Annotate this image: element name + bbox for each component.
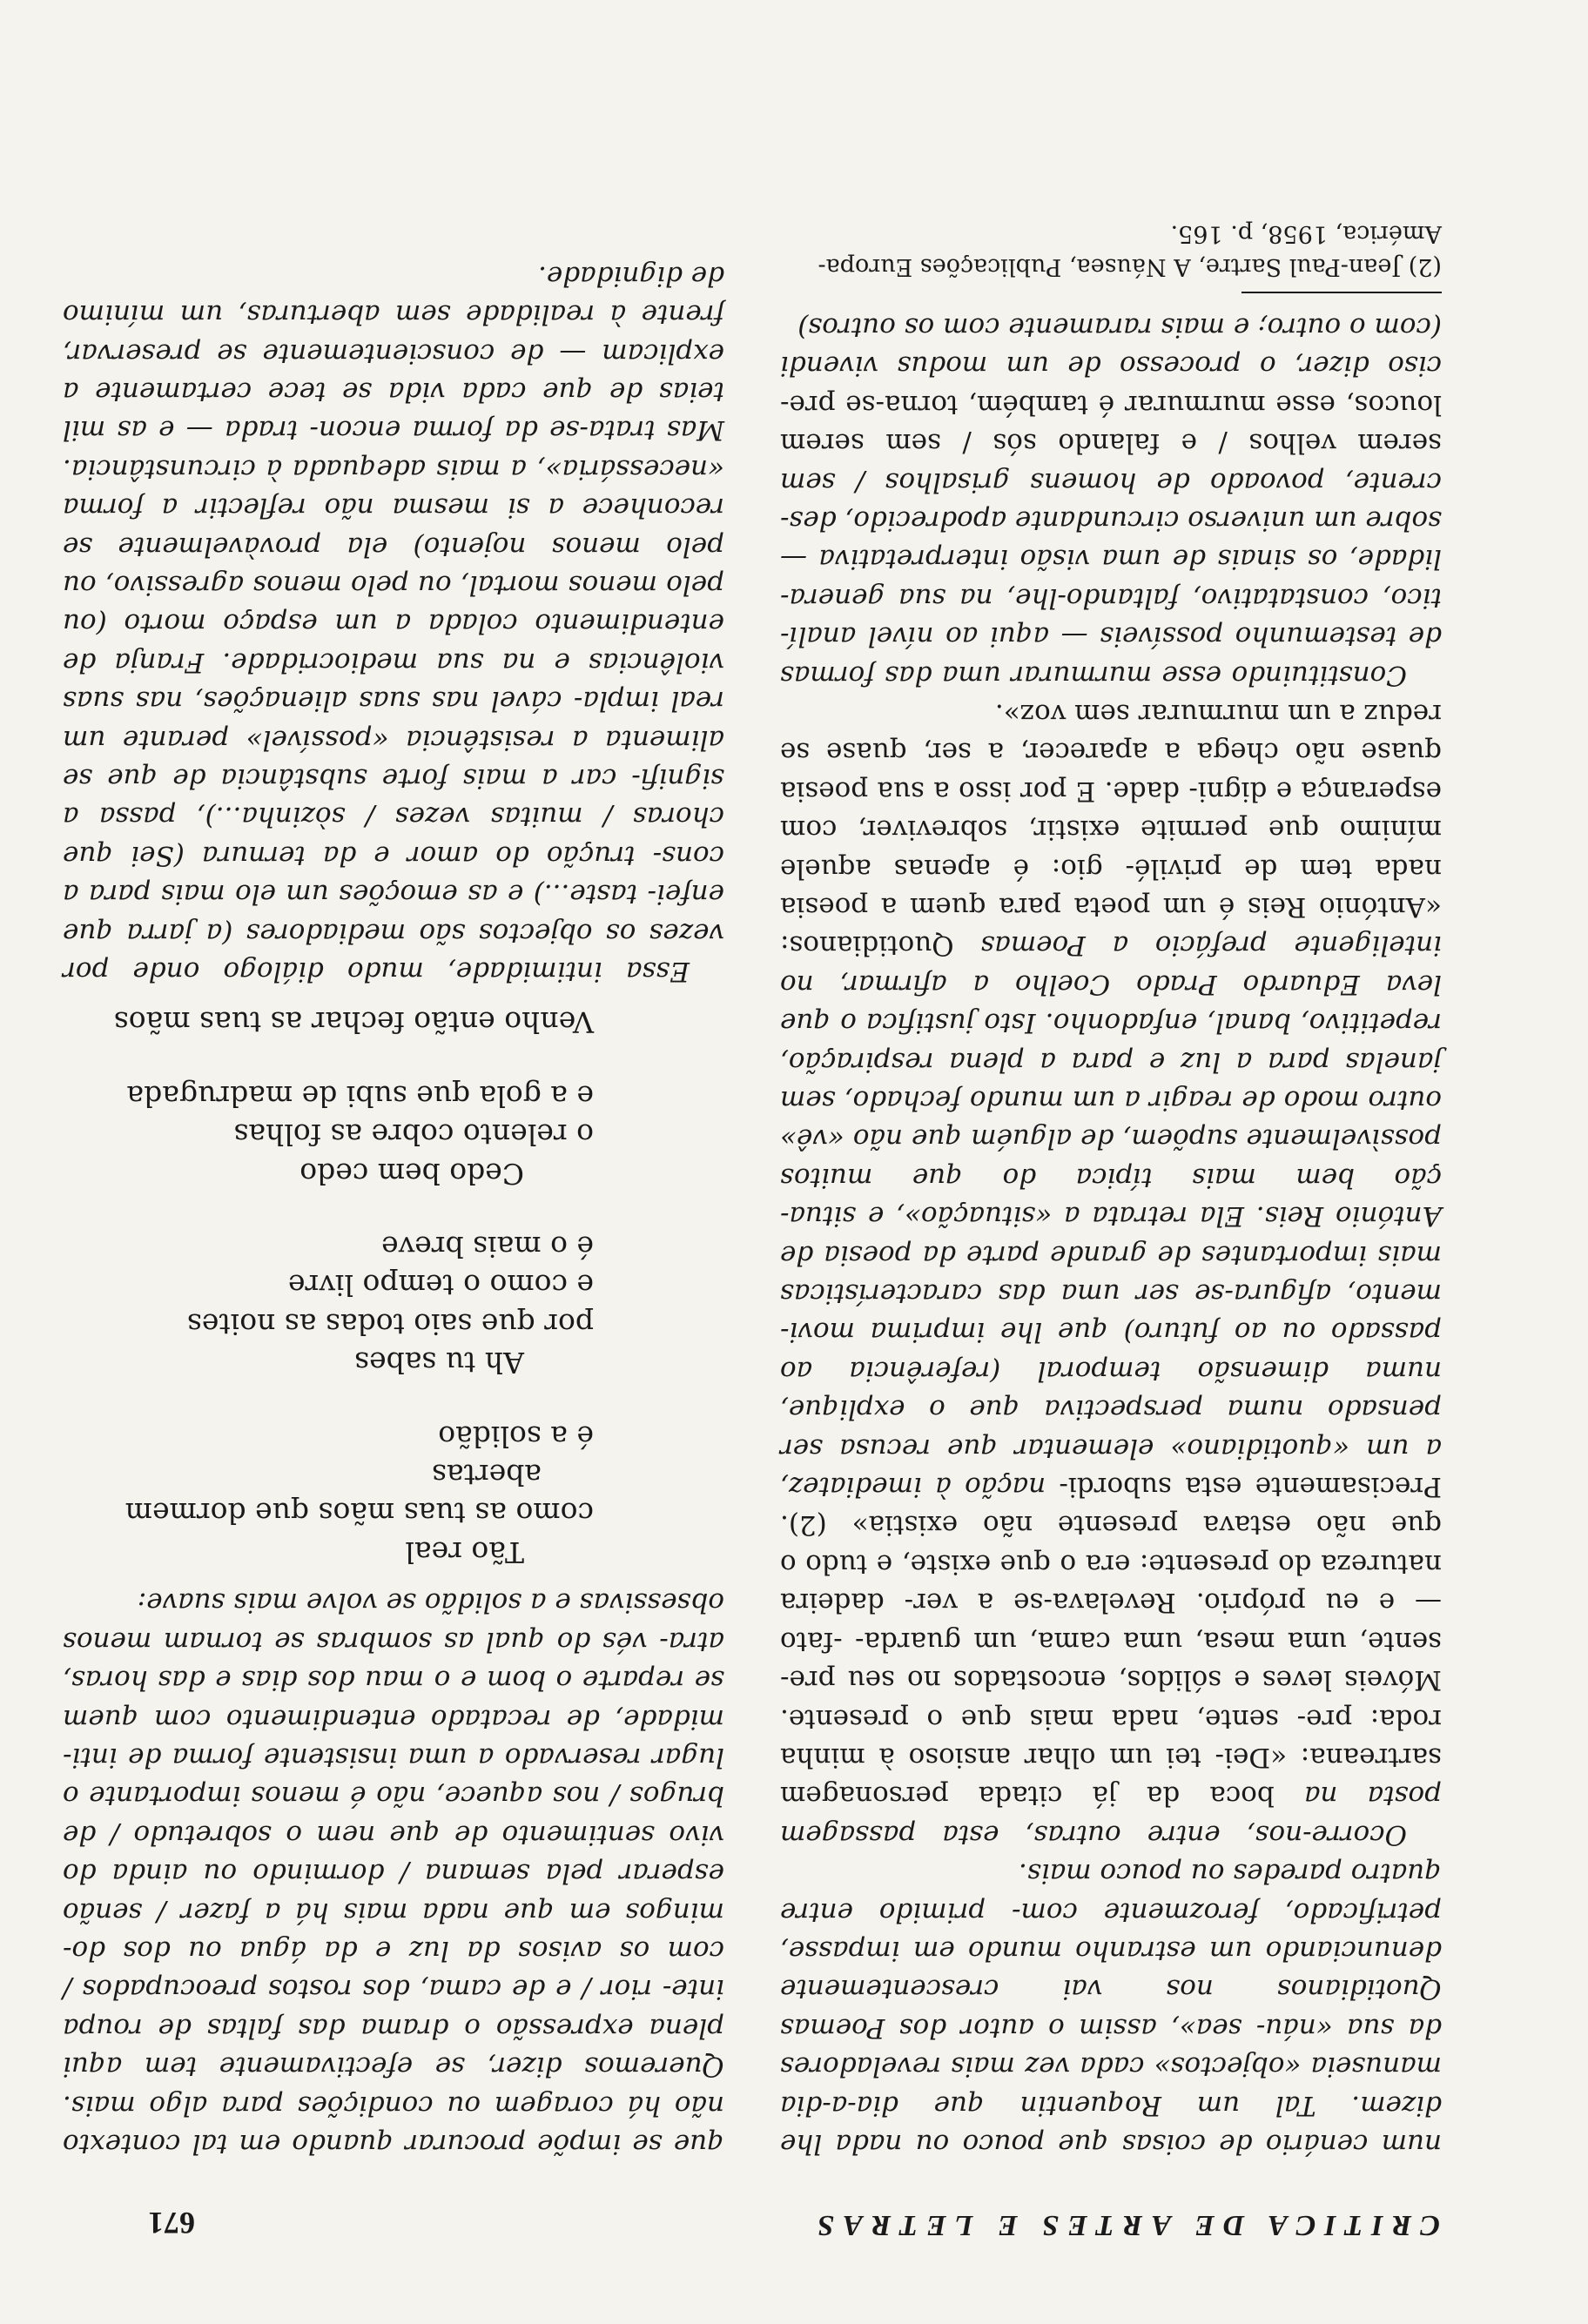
text-line: -fato — e eu próprio. Revelava-se a ver- bbox=[780, 1587, 1442, 1657]
text-line: ção bem mais típica do que muitos possìvelmente bbox=[780, 1123, 1442, 1193]
text-line: ou pelo menos agressivo, ou pelo menos nojento) bbox=[63, 530, 724, 601]
text-line: boca da já citada personagem sartreana: «Dei- bbox=[779, 1741, 1442, 1812]
text-line: António Reis. Ela retrata a «situação», e situa- bbox=[780, 1200, 1442, 1233]
text-line: gio: é apenas aquele mínimo que permite bbox=[780, 814, 1442, 884]
text-line: existir, sobreviver, com esperança e digni- bbox=[780, 775, 1442, 846]
text-line: ciso dizer, o processo de um modus vivendi bbox=[780, 350, 1442, 382]
text-line: expressão o drama das faltas de roupa inte- bbox=[62, 1973, 724, 2044]
paragraph bbox=[780, 695, 1442, 1854]
text-line: o lugar reservado a uma insistente forma de inti- bbox=[63, 1741, 724, 1812]
text-line: para quem a poesia nada tem de privilé- bbox=[780, 852, 1442, 923]
text-line: nação à imediatez, a um «quotidiano» elementar bbox=[780, 1432, 1442, 1503]
right-column bbox=[63, 256, 724, 2163]
text-line: muitas vezes / sòzinha...), passa a signifi- bbox=[63, 762, 724, 833]
text-line: serem velhos / e falando sós / sem serem bbox=[780, 427, 1442, 460]
paragraph bbox=[780, 1854, 1442, 2163]
text-line: esperar pela semana / dormindo ou ainda bbox=[96, 1857, 724, 1890]
text-line: dizem. Tal um Roquentin que dia-a-dia manuseia bbox=[780, 2051, 1442, 2121]
text-line: à circunstância. Mas trata-se da forma encon- bbox=[63, 414, 724, 485]
text-line: trada — e as mil teias de que cada vida se tece bbox=[63, 375, 724, 447]
text-line: num cenário de coisas que pouco ou nada lhe bbox=[780, 2128, 1442, 2159]
text-line: brugos / nos aquece, não é menos importante bbox=[78, 1780, 724, 1812]
text-line: Essa intimidade, mudo diálogo onde por vezes bbox=[63, 917, 724, 988]
text-line: e a solidão se volve mais suave: bbox=[137, 1587, 571, 1619]
paragraph bbox=[63, 256, 724, 991]
text-line: vés do qual as sombras se tornam menos obsessivas bbox=[62, 1587, 724, 1657]
page-number: 671 bbox=[148, 2206, 195, 2240]
text-line: Coelho a afirmar, no inteligente prefácio a Poemas bbox=[780, 930, 1442, 1000]
text-line: dadeira natureza do presente: era o que bbox=[780, 1548, 1442, 1619]
text-line: mento, afigura-se ser uma das características bbox=[780, 1278, 1442, 1310]
text-line: Ocorre-nos, entre outras, esta passagem posta na bbox=[780, 1780, 1442, 1850]
poem-line: o relento cobre as folhas bbox=[233, 1118, 594, 1152]
text-line: «objectos» cada vez mais reveladores da sua «náu- bbox=[780, 2012, 1442, 2083]
text-line: não há coragem ou condições para algo mais. bbox=[63, 2089, 724, 2121]
text-line: certamente a explicam — de conscientemente se bbox=[62, 337, 724, 407]
poem-line: por que saio todas as noites bbox=[186, 1306, 594, 1341]
poem-line: Cedo bem cedo bbox=[299, 1156, 524, 1191]
text-line: Queremos dizer, se efectivamente tem aqui plena bbox=[63, 2012, 724, 2083]
left-column bbox=[780, 218, 1442, 2164]
text-line: taste...) e as emoções um elo mais para a cons- bbox=[63, 839, 724, 910]
paragraph bbox=[780, 308, 1442, 695]
text-line: loucos, esse murmurar é também, torna-se pre- bbox=[780, 388, 1442, 420]
text-line: Quotidianos: «António Reis é um poeta bbox=[780, 891, 1442, 962]
text-line: sente, nada mais que o presente. Móveis bbox=[779, 1664, 1442, 1735]
poem-line: Ah tu sabes bbox=[354, 1346, 524, 1380]
footnote-divider bbox=[1241, 292, 1442, 294]
text-line: mais importantes de grande parte da poesia de bbox=[780, 1239, 1442, 1271]
text-line: e na sua mediocridade. Franja de entendimento bbox=[62, 608, 724, 678]
text-line: primido entre quatro paredes ou pouco mais. bbox=[780, 1857, 1442, 1928]
text-line: tico, constatativo, faltando-lhe, na sua genera- bbox=[780, 581, 1442, 614]
text-line: ela provàvelmente se reconhece a si mesma não bbox=[63, 492, 724, 562]
text-line: com os avisos da luz e da água ou dos do- bbox=[63, 1934, 724, 1966]
text-line: não existia» (2). Precisamente esta subordi- bbox=[779, 1471, 1442, 1541]
text-line: existe, e tudo o que não estava presente bbox=[780, 1509, 1442, 1580]
text-line: rior / e de cama, dos rostos preocupados / bbox=[63, 1973, 652, 2005]
text-line: que recusa ser pensado numa perspectiva que o bbox=[780, 1394, 1442, 1464]
text-line: supõem, de alguém que não «vê» outro modo de bbox=[780, 1085, 1442, 1155]
text-line: trução do amor e da ternura (Sei que choras / bbox=[63, 801, 724, 871]
poem-line: como as tuas mãos que dormem bbox=[124, 1496, 594, 1531]
running-title: CRITICA DE ARTES E LETRAS bbox=[809, 2209, 1440, 2241]
text-line: de testemunho possíveis — aqui ao nível analí- bbox=[780, 621, 1442, 653]
paragraph bbox=[63, 1583, 724, 2163]
text-line: mínimo de dignidade. bbox=[63, 259, 724, 331]
text-line: um murmurar sem voz». bbox=[994, 697, 1331, 729]
text-line: reagir a um mundo fechado, sem janelas para a bbox=[780, 1045, 1442, 1117]
text-line: nos vai crescentemente denunciando um estranho bbox=[780, 1934, 1442, 2005]
text-line: mundo em impasse, petrificado, ferozmente com- bbox=[780, 1896, 1442, 1966]
text-line: luz e para a plena respiração, repetitivo, banal, bbox=[780, 1007, 1442, 1078]
text-line: do vivo sentimento de que nem o sobretudo / de bbox=[63, 1818, 724, 1890]
poem-line: é o mais breve bbox=[381, 1230, 594, 1265]
text-line: que se impõe procurar quando em tal contexto bbox=[63, 2128, 724, 2159]
text-line: sea», assim o autor dos Poemas Quotidianos bbox=[780, 1973, 1442, 2044]
poem-line: Venho então fechar as tuas mãos bbox=[113, 1005, 594, 1040]
poem-line: e a gola que subi de madrugada bbox=[126, 1078, 594, 1113]
text-line: crente, povoado de homens grisalhos / sem bbox=[780, 466, 1442, 498]
text-line: reparte o bom e o mau dos dias e das horas, atra- bbox=[62, 1625, 724, 1696]
text-line: midade, de recatado entendimento com quem se bbox=[63, 1664, 724, 1735]
poem-line: e como o tempo livre bbox=[288, 1268, 594, 1303]
text-line: ao passado ou ao futuro) que lhe imprima movi- bbox=[780, 1316, 1442, 1387]
text-line: mingos em que nada mais há a fazer / senão bbox=[63, 1896, 724, 1928]
text-line: enfadonho. Isto justifica o que leva Eduardo Prado bbox=[780, 968, 1442, 1039]
text-line: preservar, frente à realidade sem aberturas, um bbox=[63, 299, 724, 369]
text-line: a resistência «possível» perante um real impla- bbox=[62, 685, 724, 756]
text-line: colada a um espaço morto (ou pelo menos mortal, bbox=[63, 568, 724, 640]
text-line: os objectos são mediadores (a jarra que enfei- bbox=[63, 878, 724, 949]
footnote: (2) Jean-Paul Sartre, A Náusea, Publicações Europa-América, 1958, p. 165. bbox=[818, 220, 1442, 281]
page-header bbox=[148, 2189, 1440, 2241]
text-line: reflectir a forma «necessária», a mais adequada bbox=[63, 453, 724, 524]
text-line: sobre um universo circundante apodrecido, des- bbox=[780, 504, 1442, 536]
text-line: car a mais forte substância de que se alimenta bbox=[63, 723, 724, 794]
text-line: sente, uma mesa, uma cama, um guarda- bbox=[855, 1625, 1442, 1657]
poem-line: Tão real bbox=[405, 1535, 524, 1569]
poem-line: é a solidão bbox=[438, 1419, 594, 1454]
text-line: leves e sólidos, encostados no seu pre- bbox=[780, 1664, 1332, 1696]
text-line: lidade, os sinais de uma visão interpretativa — bbox=[780, 543, 1442, 575]
poem bbox=[63, 1003, 724, 1571]
text-line: dade. E por isso a sua poesia quase não bbox=[779, 736, 1442, 807]
text-line: (com o outro; e mais raramente com os outros) bbox=[797, 311, 1442, 343]
text-line: tei um olhar ansioso à minha roda: pre- bbox=[780, 1703, 1442, 1773]
text-line: explique, numa dimensão temporal (referência bbox=[780, 1354, 1442, 1426]
text-line: chega a aparecer, a ser, quase se reduz a bbox=[780, 697, 1442, 769]
text-line: Constituindo esse murmurar uma das formas bbox=[780, 659, 1407, 691]
poem-line: abertas bbox=[432, 1458, 542, 1493]
text-line: cável nas suas alienações, nas suas violências bbox=[63, 646, 724, 717]
